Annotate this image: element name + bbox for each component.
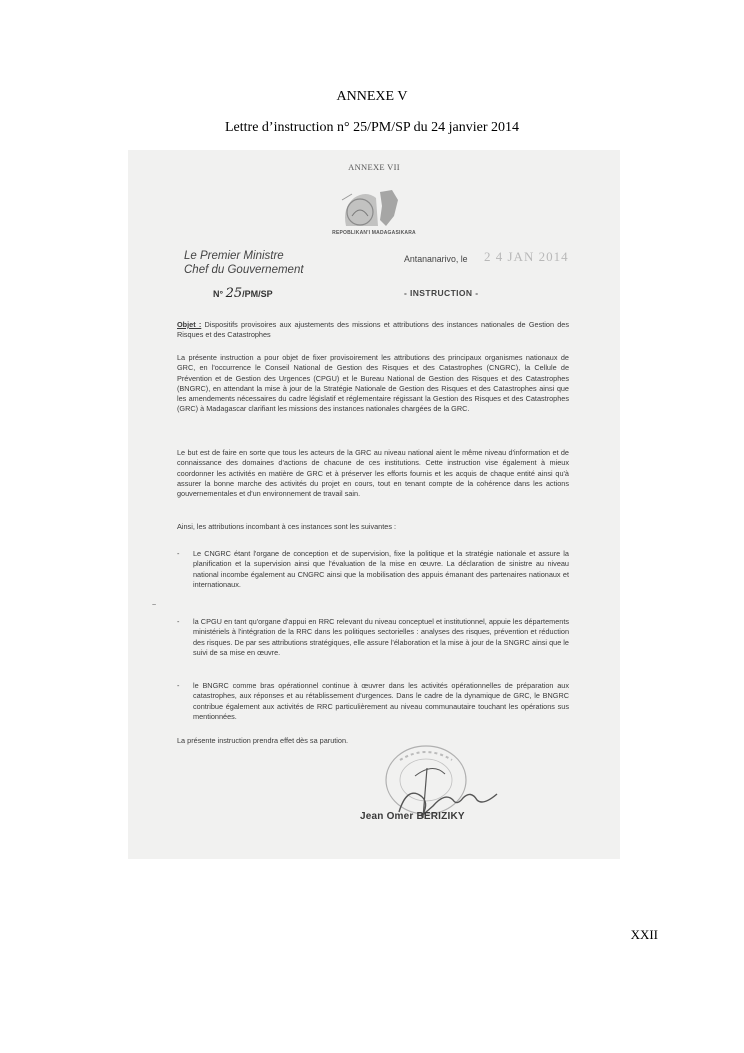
margin-mark-icon: ~ [152,602,157,609]
objet-text: Dispositifs provisoires aux ajustements des missions et attributions des instances nationales de Gestion des Risques et des Catastrophes [177,320,569,340]
ref-prefix: N° [213,289,224,299]
list-item-text: la CPGU en tant qu'organe d'appui en RRC relevant du niveau conceptuel et institutionnel, appuie les départements ministériels à l'intégration de la RRC dans les politiques sectorielles : analyses des risques, prévention et réduction des risques. De par ses attributions stratégiques, elle assure l'élaboration et la mise à jour de la SNGRC ainsi que le suivi de sa mise en œuvre. [193,617,569,657]
page-number: XXII [630,927,658,942]
scanned-letter [128,150,620,859]
stamped-date: 2 4 JAN 2014 [484,249,569,264]
issuer-title: Le Premier Ministre [184,250,284,262]
reference-number [213,286,273,301]
objet-label: Objet : [177,320,202,329]
bullet-dash: - [177,617,180,626]
bullet-dash: - [177,549,180,558]
bullet-dash: - [177,681,180,690]
paragraph-goal: Le but est de faire en sorte que tous les acteurs de la GRC au niveau national aient le même niveau d'information et de connaissance des domaines d'actions de chacune de ces institutions. Cette instruction vise également à mieux coordonner les activités en matière de GRC et à préserver les efforts fournis et les acquis de chaque entité ainsi qu'à assurer la bonne marche des activités du projet en cours, tout en tenant compte de la cohérence dans les actions gouvernementales et d'un environnement de travail sain. [177,448,569,499]
republic-label: REPOBLIKAN'I MADAGASIKARA [332,230,416,236]
scan-annexe-label: ANNEXE VII [348,162,400,172]
list-item-text: Le CNGRC étant l'organe de conception et de supervision, fixe la politique et la stratégie nationale et assure la planification et la supervision ainsi que l'évaluation de la mise en œuvre. La déclaration de sinistre au niveau national incombe également au CNGRC ainsi que la mobilisation des appuis émanant des partenaires nationaux et internationaux. [193,549,569,589]
annexe-title: ANNEXE V [336,89,408,104]
ref-handwritten-number: 25 [225,286,243,301]
ref-suffix: /PM/SP [242,289,273,299]
list-item-text: le BNGRC comme bras opérationnel continue à œuvrer dans les activités opérationnelles de préparation aux catastrophes, aux réponses et au rétablissement d'urgences. Dans le cadre de la dynamique de GRC, le BNGRC contribue également aux activités de RRC particulièrement au niveau communautaire touchant les opérations sus mentionnées. [193,681,569,721]
place-date: Antananarivo, le [404,254,468,264]
paragraph-attributions-intro: Ainsi, les attributions incombant à ces instances sont les suivantes : [177,522,397,531]
madagascar-emblem-icon [324,186,420,230]
paragraph-purpose: La présente instruction a pour objet de fixer provisoirement les attributions des principaux organismes nationaux de GRC, en l'occurrence le Conseil National de Gestion des Risques et des Catastrophes (CNGRC), la Cellule de Prévention et de Gestion des Urgences (CPGU) et le Bureau National de Gestion des Risques et des Catastrophes (BNGRC), en attendant la mise à jour de la Stratégie Nationale de Gestion des Risques et des Catastrophes ainsi que les amendements nécessaires du cadre législatif et réglementaire régissant la Gestion des Risques et des Catastrophes (GRC) à Madagascar clarifiant les missions des instances nationales chargées de la GRC. [177,353,569,414]
issuer-subtitle: Chef du Gouvernement [184,264,304,276]
instruction-label: - INSTRUCTION - [404,288,479,298]
signatory-name: Jean Omer BERIZIKY [360,811,465,822]
effect-statement: La présente instruction prendra effet dès sa parution. [177,736,349,745]
objet-paragraph [177,320,569,341]
letter-reference: Lettre d’instruction n° 25/PM/SP du 24 janvier 2014 [225,120,519,135]
